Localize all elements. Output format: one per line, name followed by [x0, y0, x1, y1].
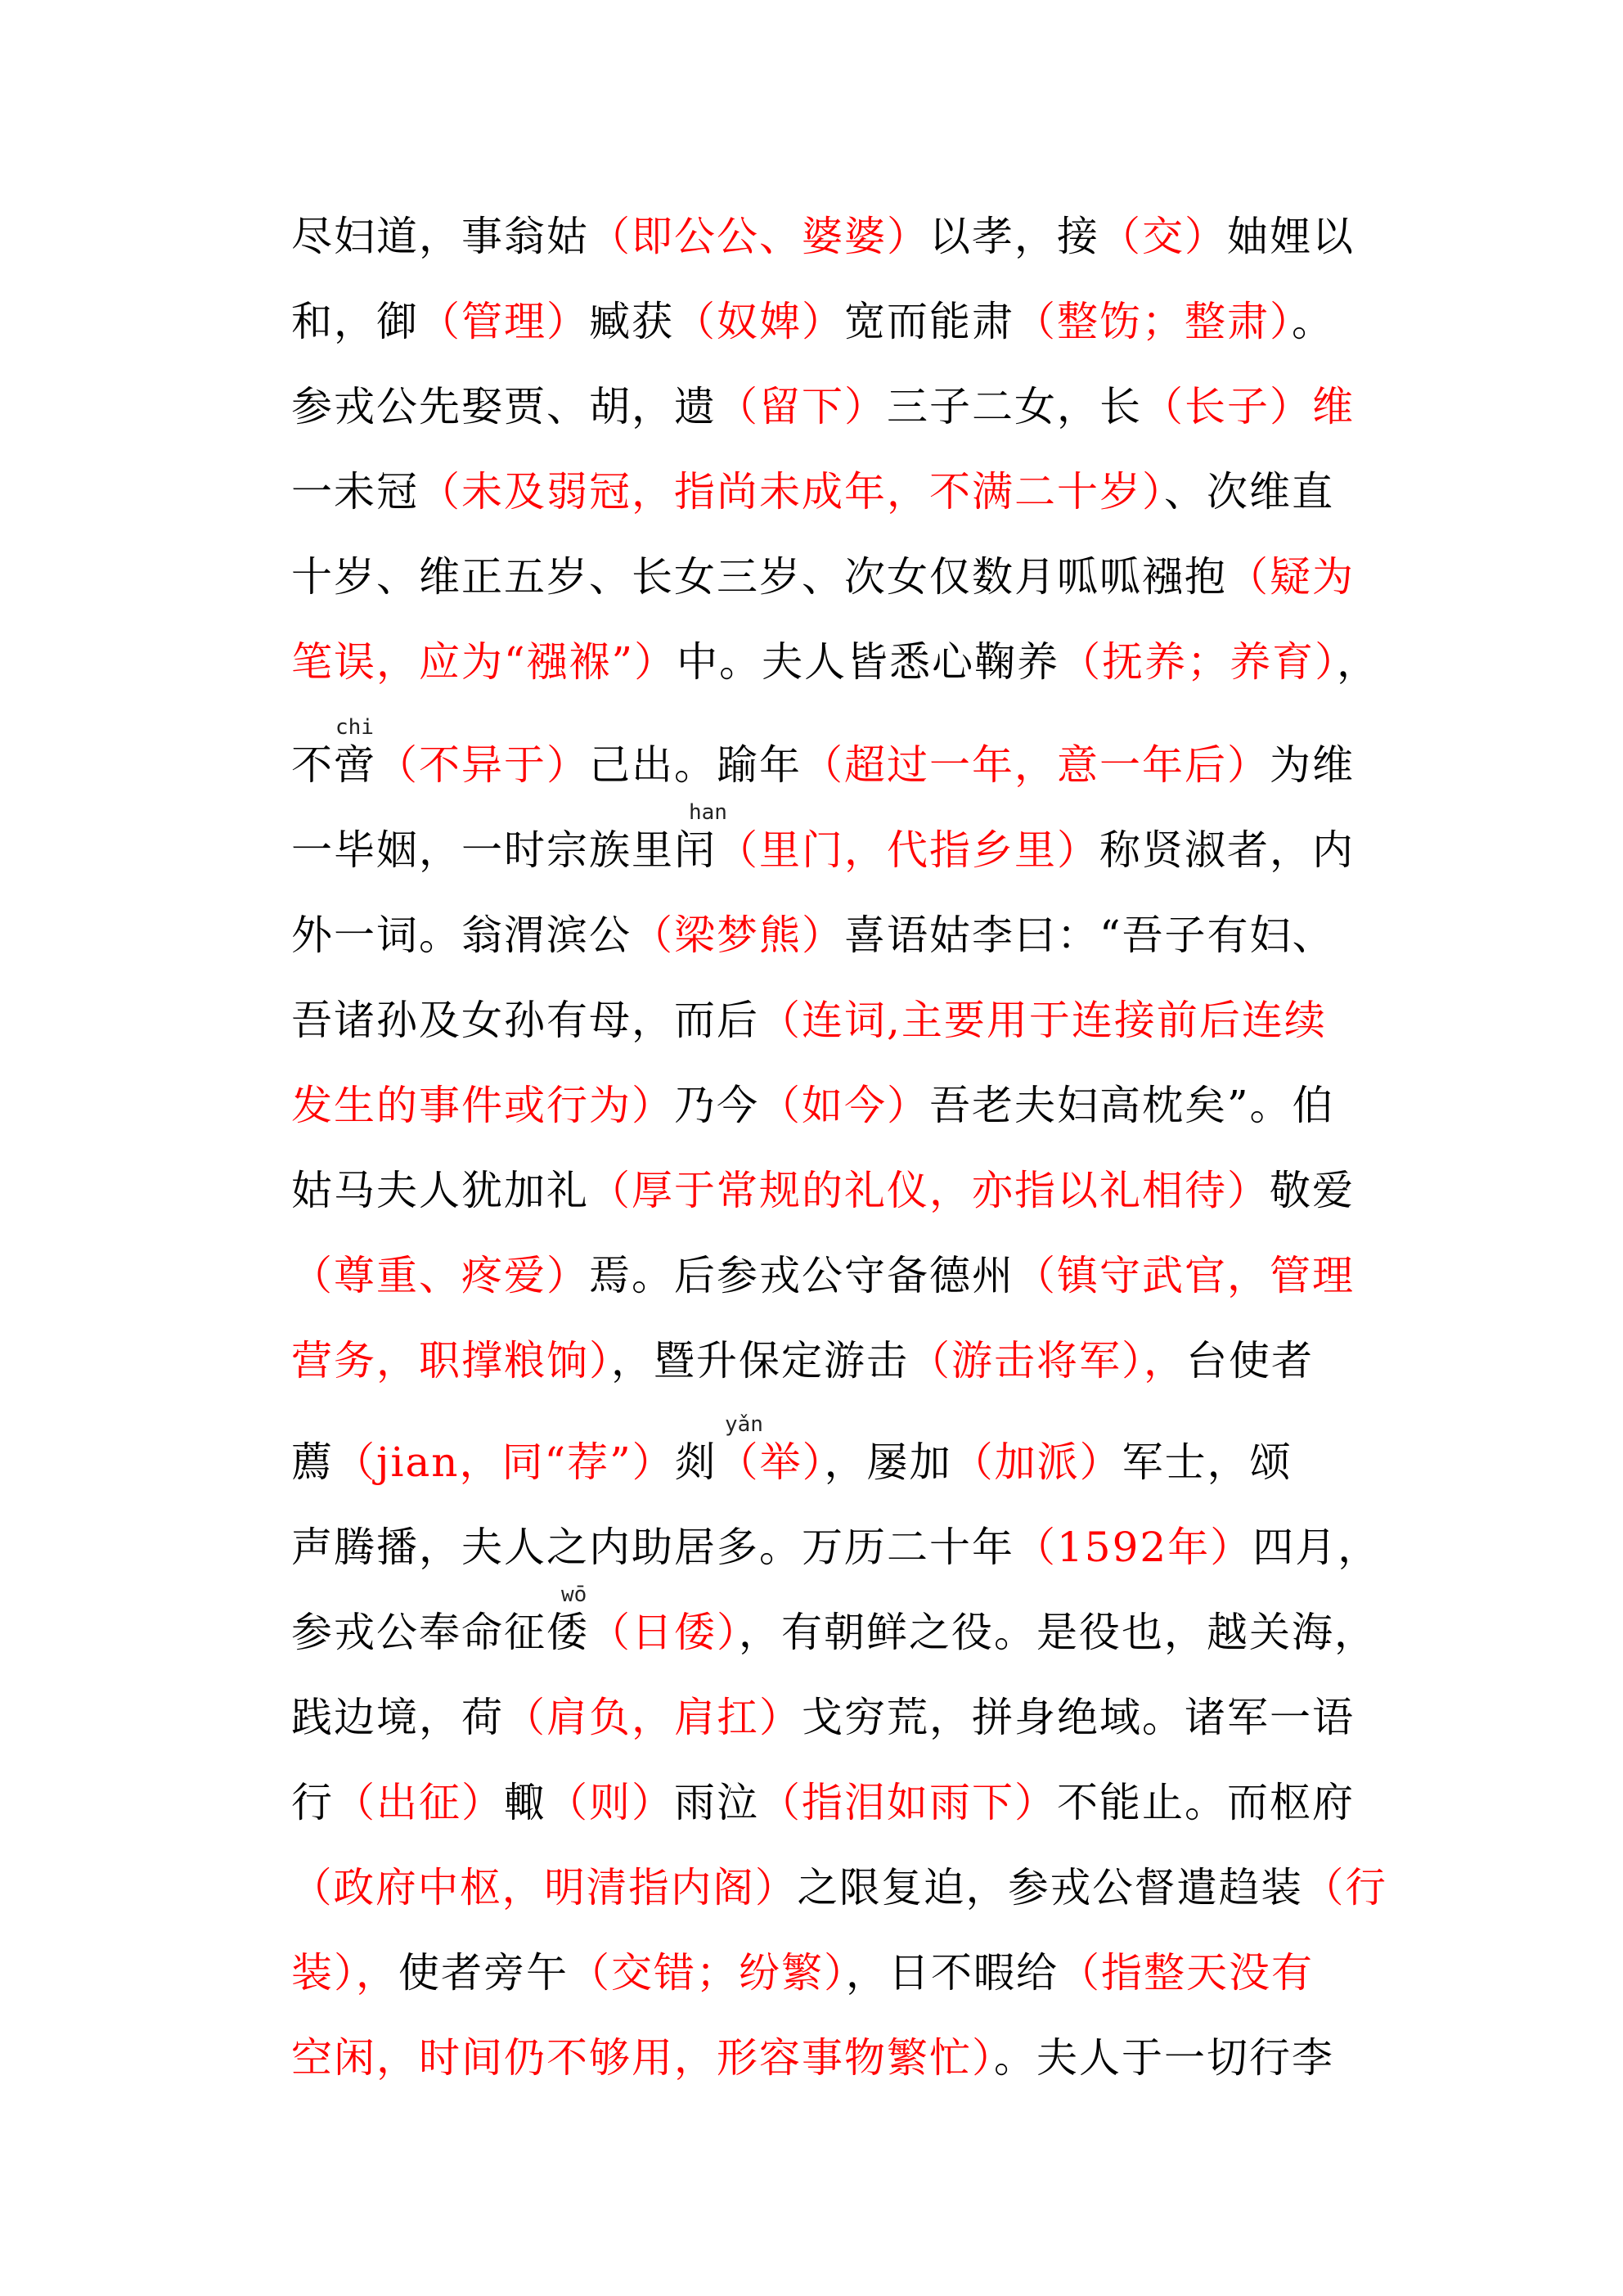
- text-line: [291, 293, 1387, 350]
- annotation-text: （抚养；养育）: [1059, 638, 1338, 686]
- annotation-text: （奴婢）: [674, 298, 844, 345]
- text-line: [291, 1434, 1387, 1491]
- body-text: ，屡加: [824, 1438, 952, 1486]
- annotation-text: （举）: [717, 1438, 825, 1486]
- body-text: 称贤淑者，内: [1099, 826, 1355, 874]
- pinyin-annotation: han: [689, 800, 727, 825]
- annotation-text: （即公公、婆婆）: [589, 213, 929, 260]
- body-text: 台使者: [1186, 1337, 1314, 1384]
- body-text: 军士，颂: [1122, 1438, 1293, 1486]
- body-text: 四月，: [1252, 1524, 1381, 1571]
- body-text: 三子二女，长: [887, 383, 1142, 430]
- annotation-text: （整饬；整肃）: [1014, 298, 1292, 345]
- body-text: 、次维直: [1164, 468, 1334, 515]
- text-line: [291, 1944, 1387, 2001]
- annotation-text: （加派）: [951, 1438, 1122, 1486]
- annotation-text: （出征）: [334, 1779, 504, 1826]
- text-line: [291, 208, 1387, 265]
- annotation-text: （不异于）: [376, 741, 589, 789]
- body-text: 。: [1292, 298, 1334, 345]
- annotation-text: （指整天没有: [1059, 1949, 1314, 1997]
- body-text: 剡: [674, 1438, 717, 1486]
- text-line: [291, 2029, 1387, 2087]
- text-line: [291, 1604, 1387, 1661]
- body-text: 一未冠: [291, 468, 419, 515]
- annotation-text: 营务，职撑粮饷）: [291, 1337, 611, 1384]
- text-line: [291, 822, 1387, 879]
- body-text: ，暨升保定游击: [611, 1337, 909, 1384]
- annotation-text: （行: [1302, 1864, 1387, 1911]
- body-text: 戈穷荒，拼身绝域。诸军一语: [802, 1694, 1355, 1741]
- body-text: 敬爱: [1270, 1167, 1355, 1214]
- annotation-text: （jian，同“荐”）: [334, 1438, 675, 1486]
- body-text: 践边境，荷: [291, 1694, 504, 1741]
- body-text: 中。夫人皆悉心鞠养: [677, 638, 1060, 686]
- annotation-text: （1592年）: [1014, 1524, 1253, 1571]
- pinyin-annotation: wō: [561, 1582, 587, 1607]
- annotation-text: 空闲，时间仍不够用，形容事物繁忙）: [291, 2034, 994, 2082]
- body-text: 姑马夫人犹加礼: [291, 1167, 589, 1214]
- annotation-text: （梁梦熊）: [632, 912, 844, 959]
- annotation-text: （镇守武官，管理: [1014, 1252, 1355, 1299]
- text-line: [291, 1519, 1387, 1576]
- body-text: 不啻: [291, 741, 376, 789]
- body-text: 吾老夫妇高枕矣”。伯: [929, 1082, 1335, 1129]
- annotation-text: （长子）维: [1142, 383, 1355, 430]
- body-text: 宽而能肃: [844, 298, 1014, 345]
- annotation-text: （游击将军），: [909, 1337, 1186, 1384]
- annotation-text: 笔误，应为“襁褓”）: [291, 638, 677, 686]
- body-text: 为维: [1270, 741, 1355, 789]
- body-text: ，有朝鲜之役。是役也，越关海，: [739, 1609, 1377, 1656]
- text-line: [291, 1859, 1387, 1916]
- text-line: [291, 1332, 1387, 1389]
- text-line: [291, 548, 1387, 606]
- annotation-text: 发生的事件或行为）: [291, 1082, 674, 1129]
- annotation-text: （管理）: [419, 298, 589, 345]
- body-text: 臧获: [589, 298, 674, 345]
- text-line: [291, 1774, 1387, 1831]
- body-text: ，日不暇给: [846, 1949, 1059, 1997]
- body-text: 参戎公奉命征倭: [291, 1609, 589, 1656]
- text-line: [291, 907, 1387, 964]
- body-text: 輙: [504, 1779, 546, 1826]
- annotation-text: （疑为: [1227, 553, 1355, 601]
- body-text: 十岁、维正五岁、长女三岁、次女仅数月呱呱襁抱: [291, 553, 1227, 601]
- text-line: [291, 1247, 1387, 1304]
- text-line: [291, 1077, 1387, 1134]
- body-text: 乃今: [674, 1082, 759, 1129]
- body-text: 妯娌以: [1227, 213, 1355, 260]
- annotation-text: （肩负，肩扛）: [504, 1694, 802, 1741]
- body-text: 己出。踰年: [589, 741, 802, 789]
- annotation-text: （政府中枢，明清指内阁）: [291, 1864, 798, 1911]
- body-text: 行: [291, 1779, 334, 1826]
- body-text: ，: [1337, 638, 1380, 686]
- annotation-text: 装），: [291, 1949, 398, 1997]
- text-line: [291, 463, 1387, 520]
- body-text: 。夫人于一切行李: [994, 2034, 1334, 2082]
- body-text: 之限复迫，参戎公督遣趋装: [797, 1864, 1303, 1911]
- text-line: [291, 992, 1387, 1049]
- annotation-text: （交错；纷繁）: [569, 1949, 846, 1997]
- annotation-text: （日倭）: [589, 1609, 739, 1656]
- body-text: 喜语姑李曰：“吾子有妇、: [844, 912, 1335, 959]
- body-text: 尽妇道，事翁姑: [291, 213, 589, 260]
- annotation-text: （尊重、疼爱）: [291, 1252, 589, 1299]
- body-text: 以孝，接: [929, 213, 1099, 260]
- pinyin-annotation: yǎn: [725, 1412, 763, 1437]
- text-line: [291, 1162, 1387, 1219]
- annotation-text: （里门，代指乡里）: [717, 826, 1099, 874]
- annotation-text: （指泪如雨下）: [759, 1779, 1057, 1826]
- body-text: 焉。后参戎公守备德州: [589, 1252, 1014, 1299]
- annotation-text: （则）: [546, 1779, 674, 1826]
- body-text: 参戎公先娶贾、胡，遗: [291, 383, 717, 430]
- body-text: 一毕姻，一时宗族里闬: [291, 826, 717, 874]
- body-text: 不能止。而枢府: [1057, 1779, 1355, 1826]
- body-text: 和，御: [291, 298, 419, 345]
- text-line: [291, 736, 1387, 794]
- body-text: 吾诸孙及女孙有母，而后: [291, 997, 759, 1044]
- body-text: 外一词。翁渭滨公: [291, 912, 632, 959]
- pinyin-annotation: chi: [335, 715, 374, 740]
- body-text: 声腾播，夫人之内助居多。万历二十年: [291, 1524, 1014, 1571]
- annotation-text: （留下）: [717, 383, 887, 430]
- annotation-text: （超过一年，意一年后）: [802, 741, 1270, 789]
- annotation-text: （厚于常规的礼仪，亦指以礼相待）: [589, 1167, 1270, 1214]
- annotation-text: （如今）: [759, 1082, 929, 1129]
- body-text: 雨泣: [674, 1779, 759, 1826]
- annotation-text: （未及弱冠，指尚未成年，不满二十岁）: [419, 468, 1164, 515]
- annotation-text: （交）: [1099, 213, 1227, 260]
- text-line: [291, 378, 1387, 435]
- body-text: 使者旁午: [398, 1949, 569, 1997]
- text-line: [291, 633, 1387, 691]
- text-line: [291, 1689, 1387, 1746]
- annotation-text: （连词,主要用于连接前后连续: [759, 997, 1327, 1044]
- body-text: 薦: [291, 1438, 334, 1486]
